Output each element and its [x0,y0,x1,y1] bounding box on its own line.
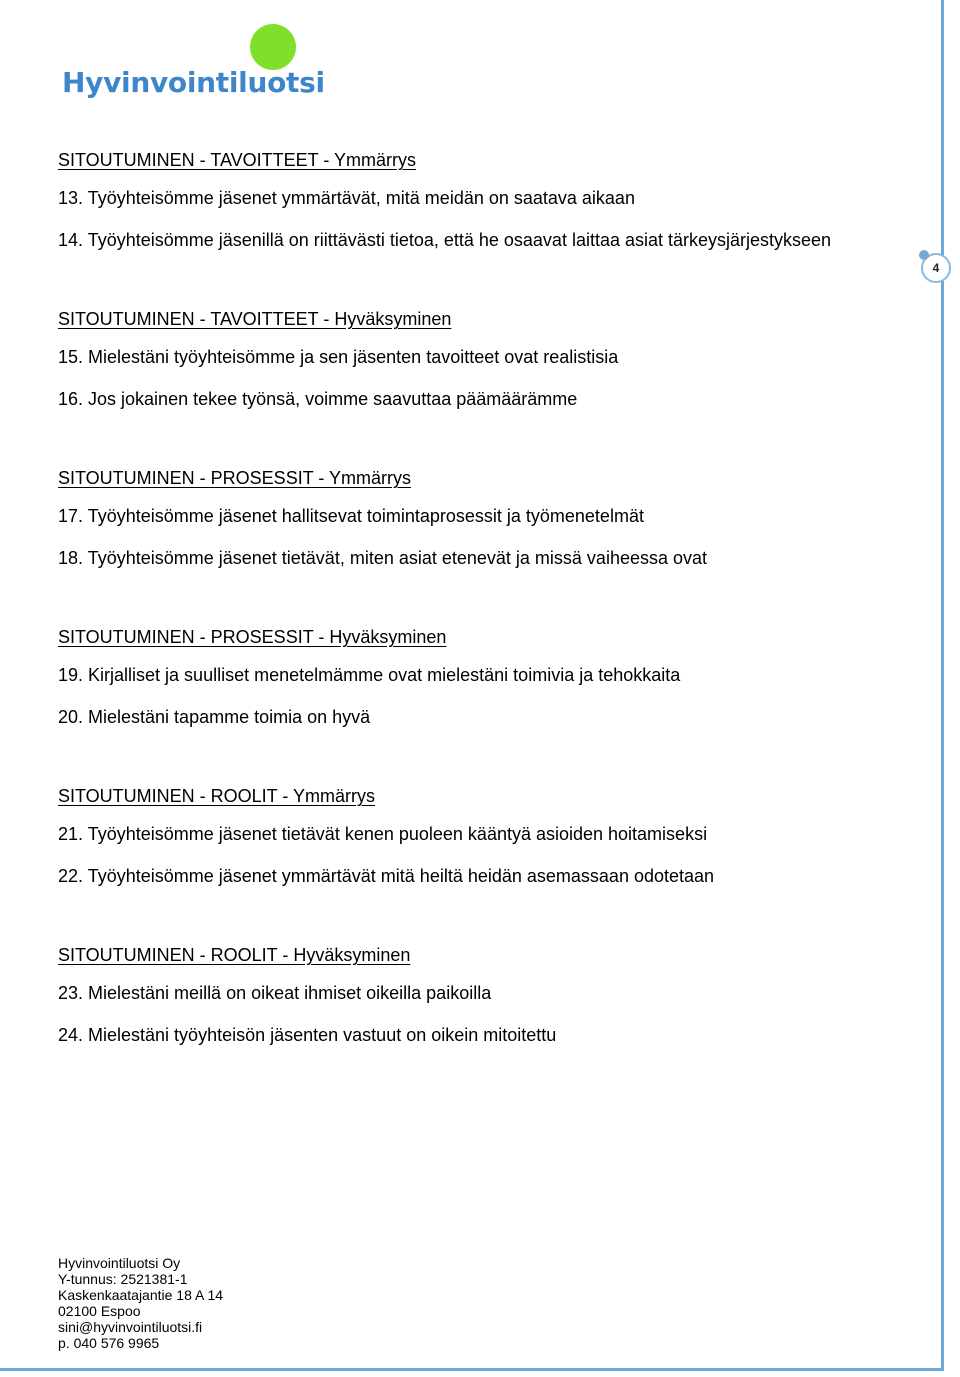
logo-dot [250,24,296,70]
question-18: 18. Työyhteisömme jäsenet tietävät, miten asiat etenevät ja missä vaiheessa ovat [58,548,708,568]
question-14: 14. Työyhteisömme jäsenillä on riittävästi tietoa, että he osaavat laittaa asiat tärkeysjärjestykseen [58,230,832,250]
footer-company: Hyvinvointiluotsi Oy [58,1255,181,1271]
page-number-badge: 4 [921,253,951,283]
section-heading: SITOUTUMINEN - ROOLIT - Ymmärrys [58,786,376,806]
section-roolit-hyvaksyminen [58,938,918,1056]
footer-phone: p. 040 576 9965 [58,1335,160,1351]
section-roolit-ymmarrys [58,779,918,897]
contact-footer [58,1255,223,1351]
page-frame-bottom [0,1368,944,1371]
section-heading: SITOUTUMINEN - PROSESSIT - Ymmärrys [58,468,412,488]
page-badge-dot [919,250,929,260]
logo-text: Hyvinvointiluotsi [62,66,325,99]
footer-postal: 02100 Espoo [58,1303,141,1319]
section-tavoitteet-ymmarrys [58,143,918,261]
question-13: 13. Työyhteisömme jäsenet ymmärtävät, mitä meidän on saatava aikaan [58,188,635,208]
footer-street: Kaskenkaatajantie 18 A 14 [58,1287,224,1303]
question-20: 20. Mielestäni tapamme toimia on hyvä [58,707,371,727]
question-16: 16. Jos jokainen tekee työnsä, voimme saavuttaa päämäärämme [58,389,578,409]
footer-email: sini@hyvinvointiluotsi.fi [58,1319,203,1335]
section-tavoitteet-hyvaksyminen [58,302,918,420]
section-heading: SITOUTUMINEN - TAVOITTEET - Hyväksyminen [58,309,452,329]
question-22: 22. Työyhteisömme jäsenet ymmärtävät mitä heiltä heidän asemassaan odotetaan [58,866,715,886]
page-frame-right [941,0,944,1371]
section-heading: SITOUTUMINEN - PROSESSIT - Hyväksyminen [58,627,447,647]
section-prosessit-ymmarrys [58,461,918,579]
question-19: 19. Kirjalliset ja suulliset menetelmämme ovat mielestäni toimivia ja tehokkaita [58,665,681,685]
company-logo [58,20,325,110]
section-prosessit-hyvaksyminen [58,620,918,738]
section-heading: SITOUTUMINEN - TAVOITTEET - Ymmärrys [58,150,417,170]
section-heading: SITOUTUMINEN - ROOLIT - Hyväksyminen [58,945,411,965]
question-21: 21. Työyhteisömme jäsenet tietävät kenen puoleen kääntyä asioiden hoitamiseksi [58,824,708,844]
questionnaire-content [58,143,918,1097]
footer-business-id: Y-tunnus: 2521381-1 [58,1271,188,1287]
question-23: 23. Mielestäni meillä on oikeat ihmiset oikeilla paikoilla [58,983,492,1003]
question-15: 15. Mielestäni työyhteisömme ja sen jäsenten tavoitteet ovat realistisia [58,347,619,367]
question-24: 24. Mielestäni työyhteisön jäsenten vastuut on oikein mitoitettu [58,1025,557,1045]
question-17: 17. Työyhteisömme jäsenet hallitsevat toimintaprosessit ja työmenetelmät [58,506,644,526]
